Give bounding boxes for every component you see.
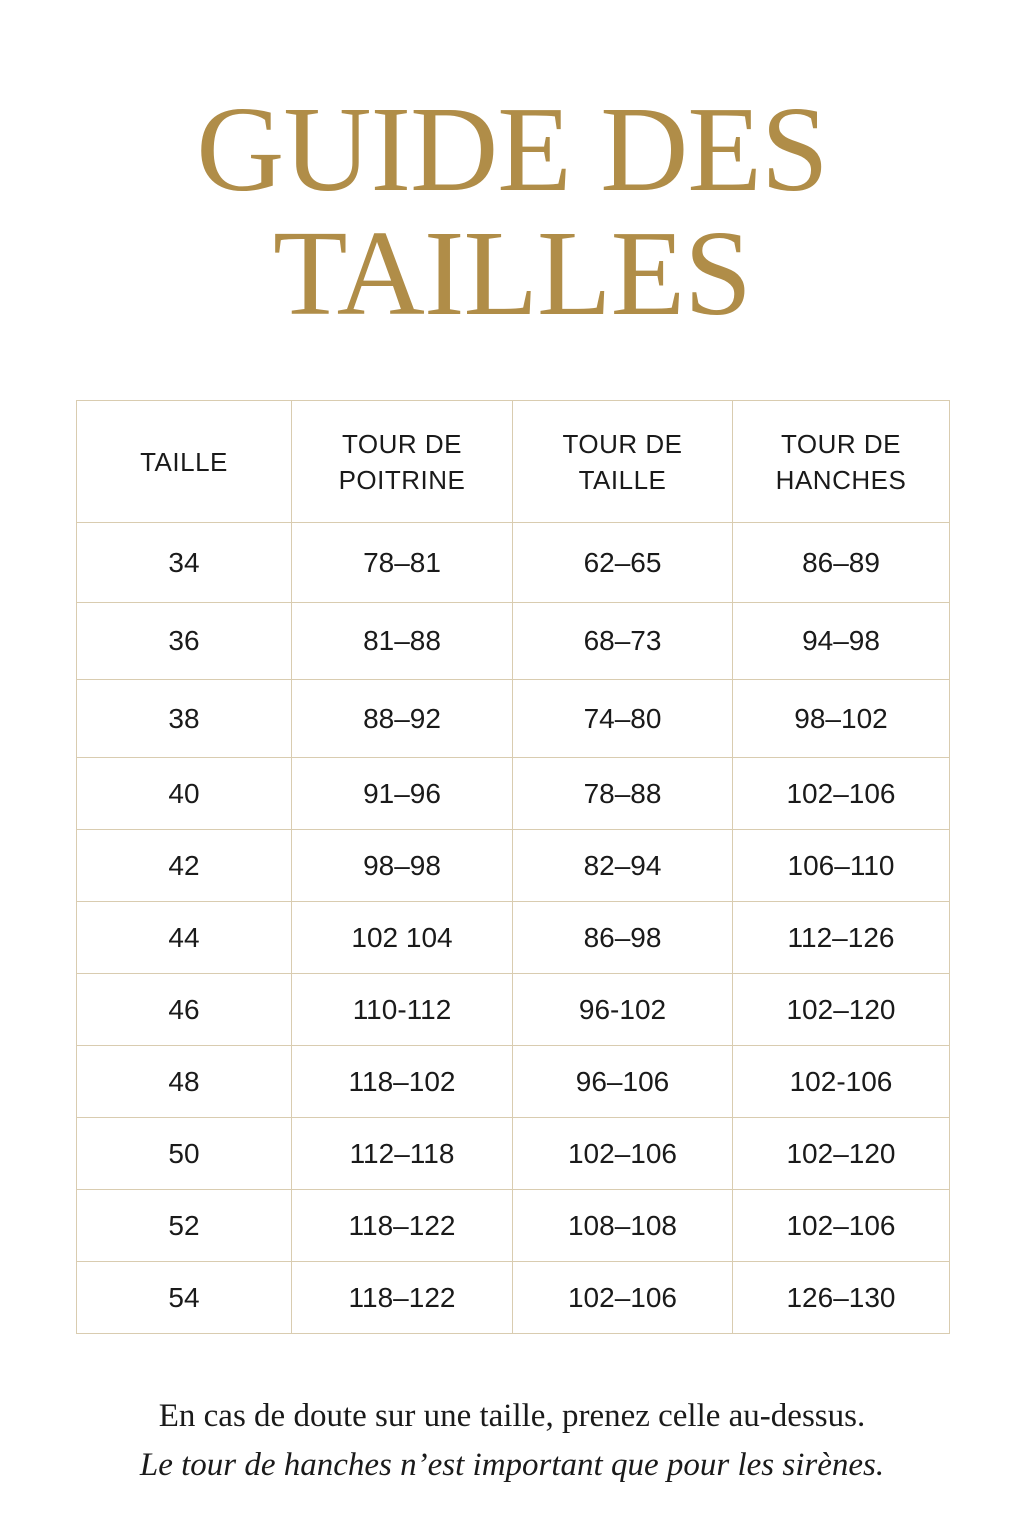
cell-tour-de-poitrine: 118–102 <box>292 1046 513 1118</box>
cell-size: 40 <box>77 758 292 830</box>
cell-tour-de-taille: 62–65 <box>513 523 733 603</box>
cell-tour-de-hanches: 102–106 <box>733 1190 950 1262</box>
table-row <box>77 1118 950 1190</box>
size-chart-table <box>76 400 950 1334</box>
cell-size: 36 <box>77 603 292 680</box>
cell-tour-de-poitrine: 81–88 <box>292 603 513 680</box>
header-taille: TAILLE <box>77 401 292 523</box>
cell-tour-de-hanches: 102–106 <box>733 758 950 830</box>
cell-tour-de-poitrine: 112–118 <box>292 1118 513 1190</box>
cell-size: 54 <box>77 1262 292 1334</box>
table-body <box>77 523 950 1334</box>
cell-tour-de-hanches: 112–126 <box>733 902 950 974</box>
cell-tour-de-hanches: 102–120 <box>733 974 950 1046</box>
header-tour-de-taille: TOUR DE TAILLE <box>513 401 733 523</box>
cell-size: 48 <box>77 1046 292 1118</box>
cell-tour-de-hanches: 126–130 <box>733 1262 950 1334</box>
title-line-1: GUIDE DES <box>196 82 828 217</box>
cell-tour-de-taille: 74–80 <box>513 680 733 758</box>
cell-tour-de-taille: 68–73 <box>513 603 733 680</box>
cell-tour-de-taille: 82–94 <box>513 830 733 902</box>
table-row <box>77 1262 950 1334</box>
header-tour-de-hanches: TOUR DE HANCHES <box>733 401 950 523</box>
table-row <box>77 680 950 758</box>
cell-tour-de-taille: 96–106 <box>513 1046 733 1118</box>
cell-tour-de-poitrine: 110-112 <box>292 974 513 1046</box>
cell-tour-de-hanches: 94–98 <box>733 603 950 680</box>
table-row <box>77 902 950 974</box>
table-row <box>77 758 950 830</box>
cell-size: 46 <box>77 974 292 1046</box>
cell-tour-de-taille: 86–98 <box>513 902 733 974</box>
cell-size: 52 <box>77 1190 292 1262</box>
table-row <box>77 830 950 902</box>
cell-size: 42 <box>77 830 292 902</box>
cell-tour-de-taille: 108–108 <box>513 1190 733 1262</box>
title-line-2: TAILLES <box>273 206 751 341</box>
cell-size: 34 <box>77 523 292 603</box>
cell-size: 44 <box>77 902 292 974</box>
cell-tour-de-poitrine: 118–122 <box>292 1190 513 1262</box>
cell-tour-de-poitrine: 88–92 <box>292 680 513 758</box>
cell-size: 50 <box>77 1118 292 1190</box>
header-tour-de-poitrine: TOUR DE POITRINE <box>292 401 513 523</box>
cell-tour-de-poitrine: 98–98 <box>292 830 513 902</box>
cell-tour-de-hanches: 106–110 <box>733 830 950 902</box>
table-row <box>77 1190 950 1262</box>
cell-size: 38 <box>77 680 292 758</box>
cell-tour-de-hanches: 98–102 <box>733 680 950 758</box>
footer-line-2: Le tour de hanches n’est important que pour les sirènes. <box>139 1447 885 1483</box>
cell-tour-de-taille: 96-102 <box>513 974 733 1046</box>
cell-tour-de-taille: 102–106 <box>513 1262 733 1334</box>
cell-tour-de-poitrine: 91–96 <box>292 758 513 830</box>
cell-tour-de-hanches: 102–120 <box>733 1118 950 1190</box>
cell-tour-de-hanches: 102-106 <box>733 1046 950 1118</box>
page-title <box>0 82 1024 341</box>
table-header-row <box>77 401 950 523</box>
table-row <box>77 523 950 603</box>
table-row <box>77 603 950 680</box>
cell-tour-de-taille: 78–88 <box>513 758 733 830</box>
cell-tour-de-taille: 102–106 <box>513 1118 733 1190</box>
cell-tour-de-poitrine: 118–122 <box>292 1262 513 1334</box>
table-row <box>77 974 950 1046</box>
cell-tour-de-hanches: 86–89 <box>733 523 950 603</box>
cell-tour-de-poitrine: 102 104 <box>292 902 513 974</box>
table-row <box>77 1046 950 1118</box>
footer-note <box>0 1392 1024 1490</box>
footer-line-1: En cas de doute sur une taille, prenez celle au-dessus. <box>158 1398 866 1434</box>
cell-tour-de-poitrine: 78–81 <box>292 523 513 603</box>
